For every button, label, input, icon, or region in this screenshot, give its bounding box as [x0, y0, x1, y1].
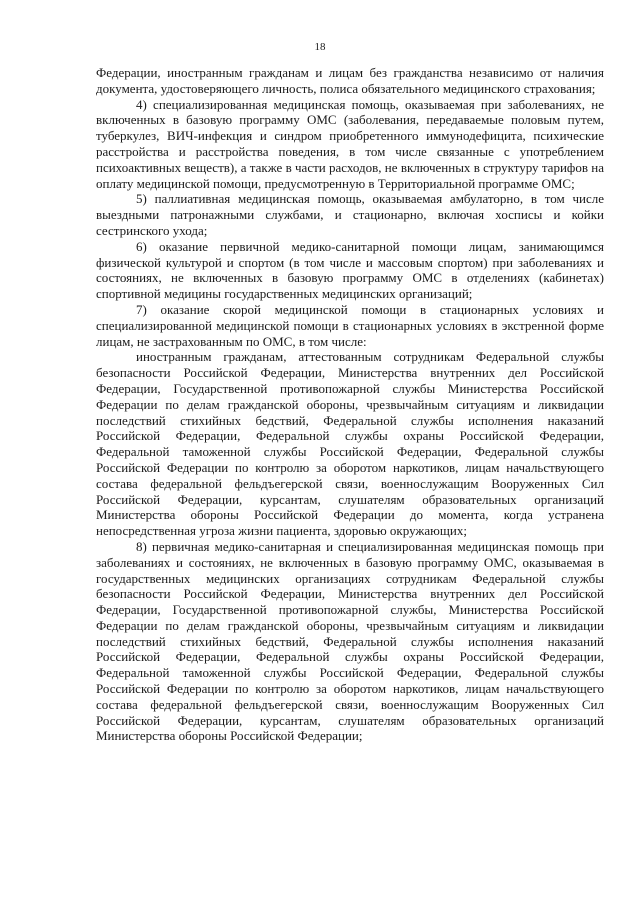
paragraph-item-7-recipients: иностранным гражданам, аттестованным сотрудникам Федеральной службы безопасности Российской Федерации, Министерства внутренних дел Российской Федерации, Государственной противопожарной службы Министерства Российской Федерации по делам гражданской обороны, чрезвычайным ситуациям и ликвидации последствий стихийных бедствий, Федеральной службы исполнения наказаний Российской Федерации, Федеральной службы охраны Российской Федерации, Федеральной таможенной службы Российской Федерации, Федеральной службы Российской Федерации по контролю за оборотом наркотиков, лицам начальствующего состава федеральной фельдъегерской связи, военнослужащим Вооруженных Сил Российской Федерации, курсантам, слушателям образовательных организаций Министерства обороны Российской Федерации до момента, когда устранена непосредственная угроза жизни пациента, здоровью окружающих;: [96, 349, 604, 539]
paragraph-item-4: 4) специализированная медицинская помощь, оказываемая при заболеваниях, не включенных в базовую программу ОМС (заболевания, передаваемые половым путем, туберкулез, ВИЧ-инфекция и синдром приобретенного иммунодефицита, психические расстройства и расстройства поведения, в том числе связанные с употреблением психоактивных веществ), а также в части расходов, не включенных в структуру тарифов на оплату медицинской помощи, предусмотренную в Территориальной программе ОМС;: [96, 96, 604, 191]
paragraph-item-7: 7) оказание скорой медицинской помощи в стационарных условиях и специализированной медицинской помощи в стационарных условиях в экстренной форме лицам, не застрахованным по ОМС, в том числе:: [96, 301, 604, 349]
paragraph-item-6: 6) оказание первичной медико-санитарной помощи лицам, занимающимся физической культурой и спортом (в том числе и массовым спортом) при заболеваниях и состояниях, не включенных в базовую программу ОМС в отделениях (кабинетах) спортивной медицины государственных медицинских организаций;: [96, 238, 604, 302]
page-number: 18: [314, 41, 326, 53]
paragraph-continuation: Федерации, иностранным гражданам и лицам без гражданства независимо от наличия документа, удостоверяющего личность, полиса обязательного медицинского страхования;: [96, 65, 604, 96]
paragraph-item-5: 5) паллиативная медицинская помощь, оказываемая амбулаторно, в том числе выездными патронажными службами, и стационарно, включая хосписы и койки сестринского ухода;: [96, 191, 604, 238]
document-body: [96, 65, 604, 744]
paragraph-item-8: 8) первичная медико-санитарная и специализированная медицинская помощь при заболеваниях и состояниях, не включенных в базовую программу ОМС, оказываемая в государственных медицинских организациях сотрудникам Федеральной службы безопасности Российской Федерации, Министерства внутренних дел Российской Федерации, Государственной противопожарной службы, Министерства Российской Федерации по делам гражданской обороны, чрезвычайным ситуациям и ликвидации последствий стихийных бедствий, Федеральной службы исполнения наказаний Российской Федерации, Федеральной службы охраны Российской Федерации, Федеральной таможенной службы Российской Федерации, Федеральной службы Российской Федерации по контролю за оборотом наркотиков, лицам начальствующего состава федеральной фельдъегерской связи, военнослужащим Вооруженных Сил Российской Федерации, курсантам, слушателям образовательных организаций Министерства обороны Российской Федерации;: [96, 538, 604, 744]
